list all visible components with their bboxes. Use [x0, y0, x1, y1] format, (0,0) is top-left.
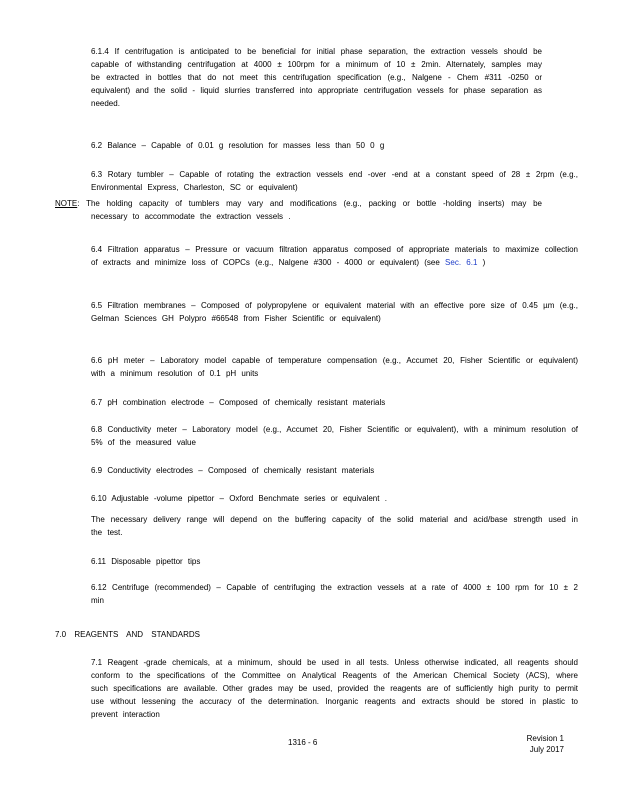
- section-7-heading: [55, 628, 200, 641]
- section-6-12: [55, 581, 578, 607]
- section-6-5-text: 6.5 Filtration membranes – Composed of polypropylene or equivalent material with an effective pore size of 0.45 µm (e.g., Gelman Sciences GH Polypro #66548 from Fisher Scientific or equivalent): [91, 301, 578, 323]
- revision-block: [512, 733, 564, 755]
- section-6-4-text: 6.4 Filtration apparatus – Pressure or vacuum filtration apparatus composed of appropriate materials to maximize collection of extracts and minimize loss of COPCs (e.g., Nalgene #300 - 4000 or equivalent) (see: [91, 245, 578, 267]
- section-6-1-4: [91, 45, 542, 110]
- note-block: [55, 197, 542, 223]
- section-6-12-text: 6.12 Centrifuge (recommended) – Capable of centrifuging the extraction vessels at a rate of 4000 ± 100 rpm for 10 ± 2 min: [91, 583, 578, 605]
- section-7-heading-text: 7.0 REAGENTS AND STANDARDS: [55, 630, 200, 639]
- section-7-1-text: 7.1 Reagent -grade chemicals, at a minimum, should be used in all tests. Unless otherwise indicated, all reagents should conform to the specifications of the Committee on Analytical Reagents of the American Chemical Society (ACS), where such specifications are available. Other grades may be used, provided the reagents are of sufficiently high purity to permit use without lessening the accuracy of the determination. Inorganic reagents and extracts should be stored in plastic to prevent interaction: [91, 658, 578, 719]
- section-6-5: [55, 299, 578, 325]
- section-6-3-text: 6.3 Rotary tumbler – Capable of rotating the extraction vessels end -over -end at a constant speed of 28 ± 2rpm (e.g., Environmental Express, Charleston, SC or equivalent): [91, 170, 578, 192]
- section-6-4: [55, 243, 578, 269]
- page-number-text: 1316 - 6: [288, 738, 318, 747]
- section-6-10-note: [55, 513, 578, 539]
- section-6-9: [55, 464, 578, 477]
- section-6-1-4-text: 6.1.4 If centrifugation is anticipated to be beneficial for initial phase separation, the extraction vessels should be capable of withstanding centrifugation at 4000 ± 100rpm for a minimum of 10 ± 2min. Alternately, samples may be extracted in bottles that do not meet this centrifugation specification (e.g., Nalgene - Chem #311 -0250 or equivalent) and the solid - liquid slurries transferred into appropriate centrifugation vessels for phase separation as needed.: [91, 47, 542, 108]
- section-6-2: [55, 139, 578, 152]
- section-6-6: [55, 354, 578, 380]
- note-label: NOTE: [55, 199, 78, 208]
- section-6-3: [55, 168, 578, 194]
- section-6-10: [55, 492, 578, 505]
- revision-date: July 2017: [529, 745, 564, 754]
- section-6-8: [55, 423, 578, 449]
- section-6-6-text: 6.6 pH meter – Laboratory model capable of temperature compensation (e.g., Accumet 20, Fisher Scientific or equivalent) with a minimum resolution of 0.1 pH units: [91, 356, 578, 378]
- section-6-7: [55, 396, 578, 409]
- section-7-1: [55, 656, 578, 721]
- section-6-11: [55, 555, 578, 568]
- section-6-10-text: 6.10 Adjustable -volume pipettor – Oxford Benchmate series or equivalent .: [91, 494, 387, 503]
- section-6-8-text: 6.8 Conductivity meter – Laboratory model (e.g., Accumet 20, Fisher Scientific or equivalent), with a minimum resolution of 5% of the measured value: [91, 425, 578, 447]
- page-number: [288, 737, 317, 748]
- section-6-10-note-text: The necessary delivery range will depend on the buffering capacity of the solid material and acid/base strength used in the test.: [91, 515, 578, 537]
- section-6-11-text: 6.11 Disposable pipettor tips: [91, 557, 201, 566]
- section-6-7-text: 6.7 pH combination electrode – Composed of chemically resistant materials: [91, 398, 386, 407]
- revision-text: Revision 1: [526, 734, 564, 743]
- section-6-4-text-end: ): [477, 258, 486, 267]
- note-text: : The holding capacity of tumblers may vary and modifications (e.g., packing or bottle -holding inserts) may be necessary to accommodate the extraction vessels .: [77, 199, 542, 221]
- section-6-1-link[interactable]: Sec. 6.1: [445, 258, 478, 267]
- section-6-9-text: 6.9 Conductivity electrodes – Composed of chemically resistant materials: [91, 466, 375, 475]
- section-6-2-text: 6.2 Balance – Capable of 0.01 g resolution for masses less than 50 0 g: [91, 141, 385, 150]
